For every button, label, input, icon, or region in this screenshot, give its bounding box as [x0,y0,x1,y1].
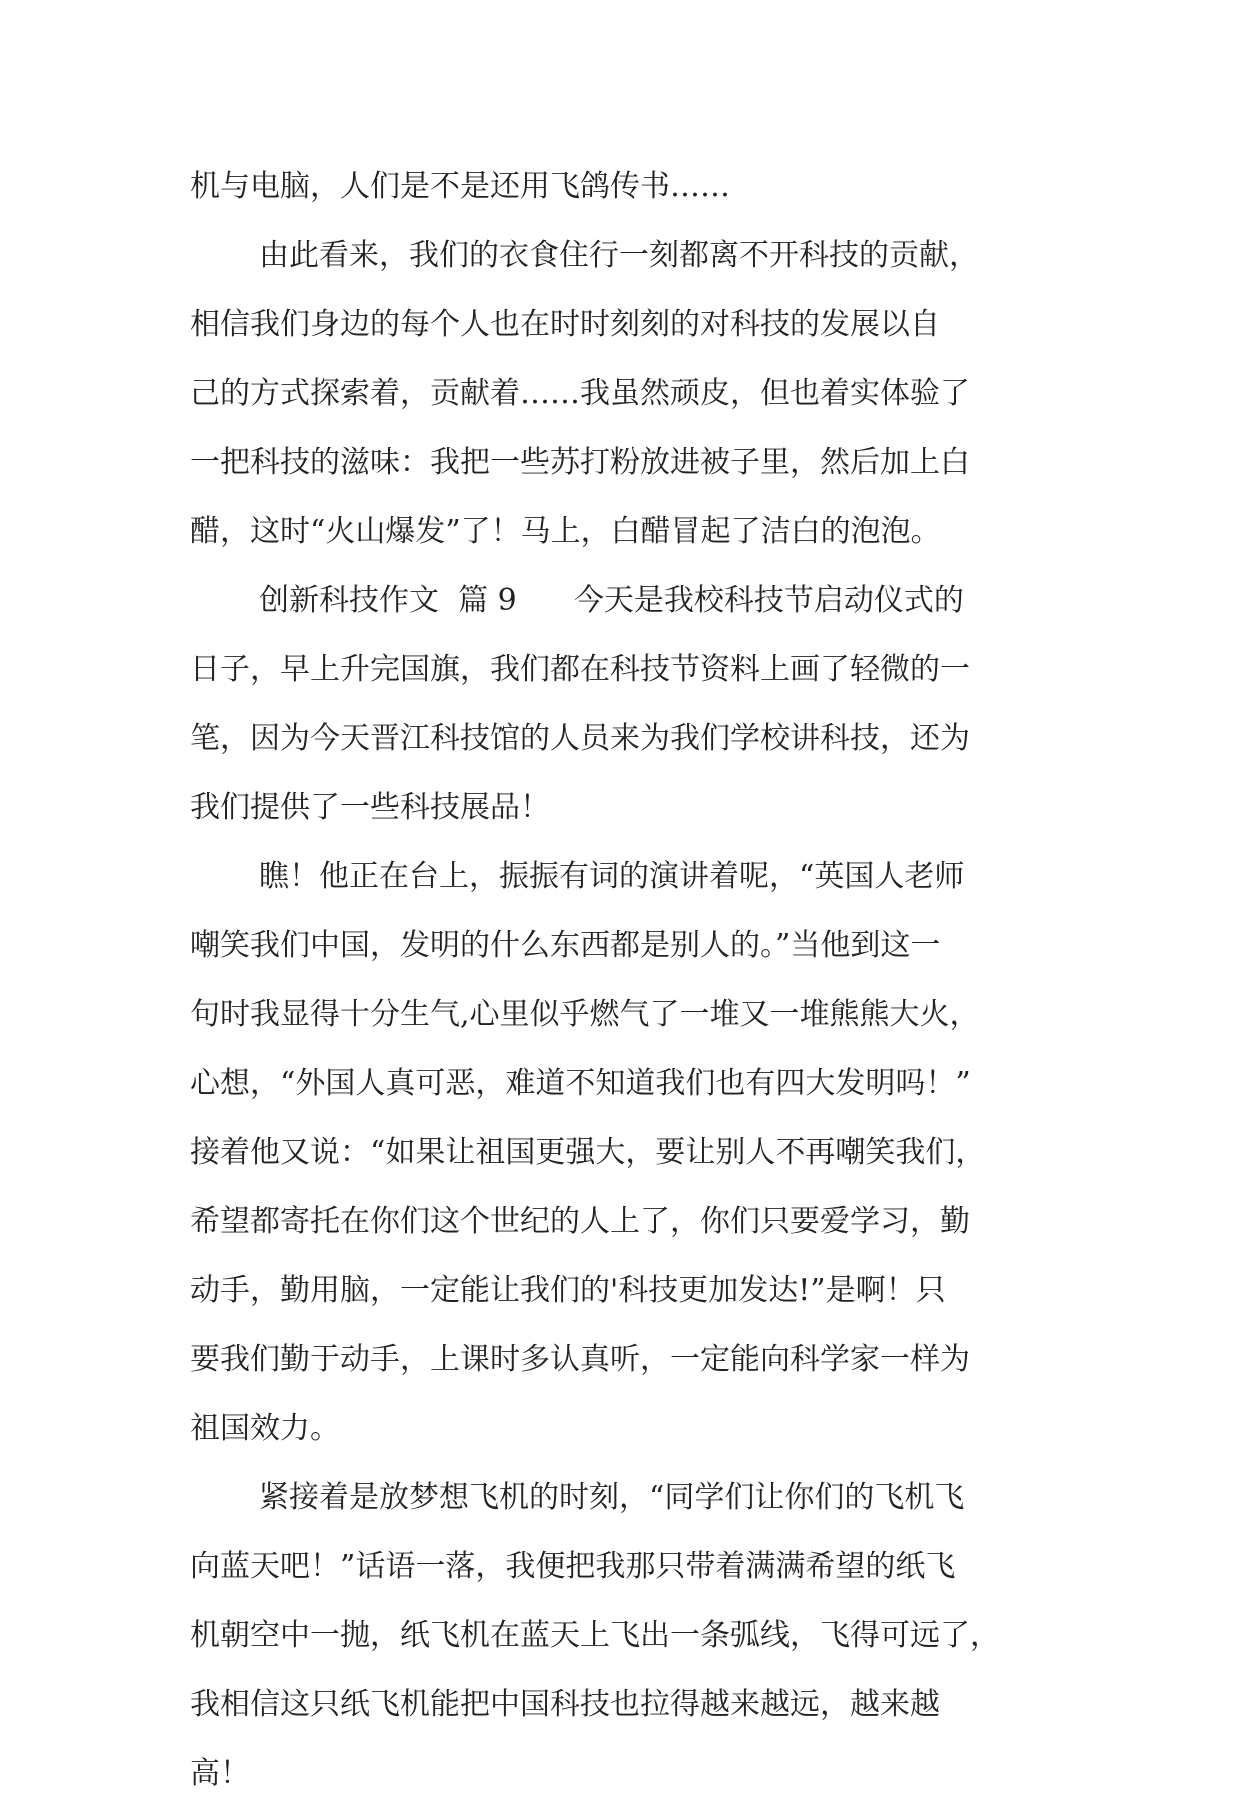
text-line: 高！ [190,1756,250,1791]
paragraph-first-line: 由此看来，我们的衣食住行一刻都离不开科技的贡献， [259,238,979,273]
document-body [190,152,1050,1808]
text-line: 我们提供了一些科技展品！ [190,790,550,825]
text-line: 相信我们身边的每个人也在时时刻刻的对科技的发展以自 [190,307,940,342]
paragraph-first-line: 瞧！他正在台上，振振有词的演讲着呢，“英国人老师 [259,859,965,894]
text-line: 向蓝天吧！”话语一落，我便把我那只带着满满希望的纸飞 [190,1549,956,1584]
text-line: 祖国效力。 [190,1411,340,1446]
text-line: 醋，这时“火山爆发”了！马上，白醋冒起了洁白的泡泡。 [190,514,941,549]
text-line: 日子，早上升完国旗，我们都在科技节资料上画了轻微的一 [190,652,970,687]
text-line: 接着他又说：“如果让祖国更强大，要让别人不再嘲笑我们， [190,1135,986,1170]
text-line: 一把科技的滋味：我把一些苏打粉放进被子里，然后加上白 [190,445,970,480]
text-line: 己的方式探索着，贡献着……我虽然顽皮，但也着实体验了 [190,376,970,411]
text-line: 笔，因为今天晋江科技馆的人员来为我们学校讲科技，还为 [190,721,970,756]
text-line: 机朝空中一抛，纸飞机在蓝天上飞出一条弧线，飞得可远了， [190,1618,1000,1653]
text-line: 心想，“外国人真可恶，难道不知道我们也有四大发明吗！” [190,1066,971,1101]
text-line: 句时我显得十分生气,心里似乎燃气了一堆又一堆熊熊大火， [190,997,980,1032]
text-line: 机与电脑，人们是不是还用飞鸽传书…… [190,169,730,204]
paragraph-first-line: 创新科技作文 篇 9 今天是我校科技节启动仪式的 [259,583,964,618]
paragraph-first-line: 紧接着是放梦想飞机的时刻，“同学们让你们的飞机飞 [259,1480,965,1515]
text-line: 希望都寄托在你们这个世纪的人上了，你们只要爱学习，勤 [190,1204,970,1239]
text-line: 嘲笑我们中国，发明的什么东西都是别人的。”当他到这一 [190,928,941,963]
text-line: 要我们勤于动手，上课时多认真听，一定能向科学家一样为 [190,1342,970,1377]
text-line: 动手，勤用脑，一定能让我们的'科技更加发达!”是啊！只 [190,1273,946,1308]
text-line: 我相信这只纸飞机能把中国科技也拉得越来越远，越来越 [190,1687,940,1722]
